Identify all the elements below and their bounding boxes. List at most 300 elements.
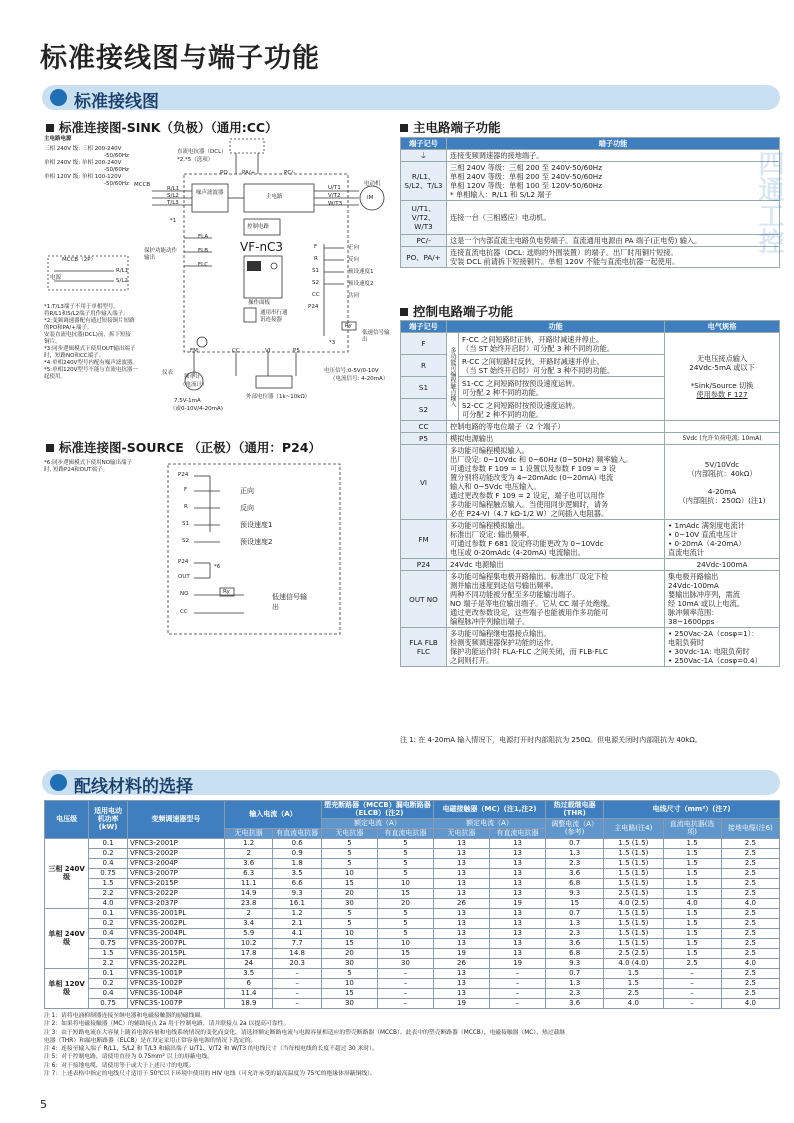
- func-line: 置分别将功能改变为 4~20mAdc (0~20mA) 电流: [450, 473, 614, 482]
- table-cell: 13: [433, 918, 489, 928]
- table-cell: 5: [321, 858, 377, 868]
- column-header: 变频调速器型号: [127, 801, 224, 839]
- table-cell: 0.7: [546, 838, 604, 848]
- ground-icon: [197, 337, 207, 347]
- table-cell: VFNC3S-2001PL: [127, 908, 224, 918]
- mccb-label: MCCB: [134, 182, 151, 188]
- table-cell: 30: [377, 958, 433, 968]
- cell-func: [459, 355, 665, 377]
- column-header: 功能: [447, 321, 665, 333]
- spec-line: 直流电流计: [668, 548, 704, 557]
- table-cell: 4.1: [273, 928, 322, 938]
- voltage-class-cell: 三相 240V 级: [45, 838, 89, 908]
- table-cell: 1.5 (1.5): [604, 938, 663, 948]
- table-cell: 13: [433, 878, 489, 888]
- cell-spec: 24Vdc-100mA: [665, 559, 780, 571]
- square-bullet-icon: [400, 308, 408, 316]
- terminal-w: W/T3: [328, 201, 343, 207]
- func-line: 多功能可编程触点输入。当使用同步逻辑时，请务: [450, 500, 609, 509]
- func-line: 连接直流电抗器（DCL: 选购的外围装置）的端子。出厂时用铜片短接。: [450, 248, 678, 257]
- page-title: 标准接线图与端子功能: [40, 43, 320, 74]
- table-cell: 4.0: [663, 898, 721, 908]
- table-cell: 1.5 (1.5): [604, 838, 663, 848]
- table-cell: 5: [321, 908, 377, 918]
- cell-spec: [665, 333, 780, 421]
- cell-sym: F: [401, 333, 447, 355]
- column-header: 塑壳断路器（MCCB）漏电断路器（ELCB）(注2): [321, 801, 433, 819]
- wiring-material-table: [44, 800, 780, 1009]
- table-cell: 30: [321, 898, 377, 908]
- power-line: -50/60Hz: [104, 167, 129, 173]
- note-line: 的PO和PA/+端子。: [44, 325, 93, 331]
- table-cell: 13: [490, 838, 546, 848]
- dcl-box: [230, 139, 264, 153]
- column-header: 输入电流（A）: [224, 801, 321, 829]
- table-cell: VFNC3S-1002P: [127, 978, 224, 988]
- table-cell: 2.5: [721, 878, 779, 888]
- source-title-text: 标准连接图-SOURCE （正极）（通用：P24）: [59, 440, 321, 455]
- table-row: [45, 938, 780, 948]
- table-cell: 2.1: [273, 918, 322, 928]
- table-cell: 6.8: [546, 948, 604, 958]
- table-cell: 13: [433, 858, 489, 868]
- column-header: 电气规格: [665, 321, 780, 333]
- table-row: [401, 201, 780, 235]
- spec-line: 24Vdc-100mA: [668, 581, 719, 590]
- table-cell: 20: [321, 888, 377, 898]
- src-term-no: NO: [180, 591, 189, 597]
- table-cell: 13: [490, 848, 546, 858]
- control-circuit-label: 控制电路: [247, 224, 270, 230]
- table-cell: 6.6: [273, 878, 322, 888]
- func-line: 安装 DCL 前请拆下短接铜片。单相 120V 不能与直流电抗器一起使用。: [450, 257, 680, 266]
- pot-label: 外部电位器（1k~10kΩ）: [246, 394, 311, 400]
- column-subheader: 无电抗器: [433, 828, 489, 838]
- table-cell: 10: [321, 868, 377, 878]
- table-cell: 1.5 (1.5): [604, 878, 663, 888]
- note-line: 注 3：由于短路电流在大容量上随着电源容量和电线系统情况的变化而变化，请选择额定断路电流与电源容量相适应的塑壳断路器（MCCB）。此表中的塑壳断路器（MCCB）、电磁接触器（MC）、热过载继: [44, 1029, 566, 1036]
- table-cell: 11.4: [224, 988, 272, 998]
- terminal-v: V/T2: [328, 193, 341, 199]
- table-row: [401, 333, 780, 355]
- table-cell: 14.8: [273, 948, 322, 958]
- cell-sym: S1: [401, 377, 447, 399]
- table-row: [401, 445, 780, 520]
- cell-func: 连接一台（三相感应）电动机。: [447, 201, 780, 235]
- table-cell: 13: [433, 868, 489, 878]
- bullet-icon: [50, 89, 67, 106]
- table-cell: 0.4: [89, 988, 128, 998]
- table-cell: 1.5: [604, 978, 663, 988]
- table-cell: 0.75: [89, 938, 128, 948]
- table-row: [45, 968, 780, 978]
- table-cell: 4.0: [721, 958, 779, 968]
- sink-wiring-diagram: [44, 136, 394, 416]
- power-line: 单相 240V 级: 单相 200-240V: [44, 160, 122, 166]
- table-cell: 1.5 (1.5): [604, 928, 663, 938]
- terminal-s1: S1: [312, 268, 319, 274]
- table-cell: –: [377, 968, 433, 978]
- cell-spec: [665, 445, 780, 520]
- table-cell: 13: [433, 988, 489, 998]
- table-cell: 3.6: [224, 858, 272, 868]
- table-cell: 5: [377, 928, 433, 938]
- table-cell: 1.5: [89, 878, 128, 888]
- table-cell: 1.5: [663, 838, 721, 848]
- table-cell: –: [663, 998, 721, 1008]
- column-header: 电线尺寸（mm²）(注7): [604, 801, 780, 819]
- src-label-reverse: 反向: [240, 504, 254, 512]
- table-cell: –: [273, 978, 322, 988]
- table-cell: 1.5 (1.5): [604, 868, 663, 878]
- ground-icon: ⏚: [401, 150, 447, 162]
- spec-line: • 0-20mA（4-20mA）: [668, 539, 746, 548]
- group-label: 多功能可编程触点输入: [447, 333, 459, 421]
- power-line: -50/60Hz: [104, 181, 129, 187]
- table-row: [401, 559, 780, 571]
- note-line: 安装直流电抗器(DCL)前，拆下短接: [44, 332, 131, 338]
- table-cell: VFNC3-2022P: [127, 888, 224, 898]
- spec-line: 脉冲频率范围：: [668, 608, 719, 617]
- table-cell: –: [490, 998, 546, 1008]
- func-line: 多功能可编程模拟输入。: [450, 446, 530, 455]
- table-row: [45, 908, 780, 918]
- table-cell: 13: [433, 938, 489, 948]
- table-cell: 9.3: [546, 958, 604, 968]
- func-line: 三相 240V 等级：三相 200 至 240V-50/60Hz: [450, 163, 602, 172]
- sink-title-text: 标准连接图-SINK（负极）（通用:CC）: [59, 120, 278, 135]
- table-cell: 3.5: [224, 968, 272, 978]
- spec-line: 电阻负荷时: [668, 638, 704, 647]
- table-cell: 6.3: [224, 868, 272, 878]
- table-cell: 5: [377, 868, 433, 878]
- table-cell: 2.5: [721, 848, 779, 858]
- table-cell: 1.3: [546, 848, 604, 858]
- table-cell: 2: [224, 848, 272, 858]
- note-line: *5:单相120V型号不能与直流电抗器一: [44, 367, 138, 373]
- table-row: [45, 848, 780, 858]
- cell-sym: VI: [401, 445, 447, 520]
- voltage-class-cell: 单相 120V 级: [45, 968, 89, 1008]
- terminal-vi: VI: [265, 348, 271, 354]
- low-speed-label: 低速信号输出: [362, 330, 390, 343]
- spec-line: • 30Vdc-1A: 电阻负荷时: [668, 647, 750, 656]
- table-cell: 20.3: [273, 958, 322, 968]
- terminal-flb: FLB: [198, 248, 209, 254]
- cell-sym: CC: [401, 421, 447, 433]
- func-line: * 单相输入：R/L1 和 S/L2 端子: [450, 190, 552, 199]
- table-cell: 13: [433, 978, 489, 988]
- table-cell: 0.1: [89, 838, 128, 848]
- cell-sym: FLA FLB FLC: [401, 628, 447, 667]
- table-cell: 10.2: [224, 938, 272, 948]
- table-cell: 1.5: [89, 948, 128, 958]
- column-header: 端子功能: [447, 138, 780, 150]
- table-row: [45, 958, 780, 968]
- src-label-speed1: 预设速度1: [240, 521, 273, 529]
- table-cell: –: [377, 998, 433, 1008]
- column-header: 电磁接触器（MC）(注1,注2): [433, 801, 545, 819]
- label-speed1: 预设速度1: [348, 269, 374, 275]
- table-row: [401, 247, 780, 268]
- table-row: [401, 433, 780, 445]
- table-cell: 5: [377, 858, 433, 868]
- table-cell: 3.5: [273, 868, 322, 878]
- src-relay-label: Ry: [223, 589, 230, 595]
- table-cell: 13: [433, 928, 489, 938]
- table-cell: 1.5: [663, 938, 721, 948]
- square-bullet-icon: [46, 444, 54, 452]
- table-cell: 13: [490, 918, 546, 928]
- table-cell: 3.6: [546, 938, 604, 948]
- table-cell: 15: [321, 878, 377, 888]
- mccb2p-power: 电源: [50, 275, 62, 281]
- table-cell: 4.0 (2.5): [604, 898, 663, 908]
- table-cell: 9.3: [273, 888, 322, 898]
- cell-sym: R: [401, 355, 447, 377]
- table-cell: –: [490, 978, 546, 988]
- table-row: [45, 858, 780, 868]
- table-cell: 16.1: [273, 898, 322, 908]
- spec-line: 24Vdc-5mA 或以下: [689, 363, 755, 372]
- cell-sym: P24: [401, 559, 447, 571]
- table-cell: –: [377, 988, 433, 998]
- column-subheader: 直流电抗器(选项): [663, 818, 721, 838]
- table-cell: 26: [433, 898, 489, 908]
- table-cell: 2.3: [546, 988, 604, 998]
- mccb2p-label: MCCB（2P）: [62, 257, 97, 263]
- spec-line: • 1mAdc 满刻度电流计: [668, 521, 745, 530]
- table-row: [45, 878, 780, 888]
- table-cell: 1.5: [663, 878, 721, 888]
- note-line: *2:变频调速器配有通过短接铜片短路: [44, 318, 135, 324]
- column-subheader: 无电抗器: [321, 828, 377, 838]
- func-line: 单相 240V 等级：单相 200 至 240V-50/60Hz: [450, 172, 602, 181]
- column-subheader: 无电抗器: [224, 828, 272, 838]
- table-cell: 1.5: [663, 858, 721, 868]
- watermark: 四通工控: [754, 150, 784, 254]
- table-cell: 13: [490, 858, 546, 868]
- terminal-f: F: [314, 244, 318, 250]
- sink-notes: [44, 304, 140, 381]
- table-cell: 0.1: [89, 968, 128, 978]
- cell-func: 控制电路的等电位端子（2 个端子）: [447, 421, 665, 433]
- terminal-s2: S2: [312, 280, 319, 286]
- noise-filter-label: 噪声滤波器: [196, 190, 224, 196]
- table-row: [45, 948, 780, 958]
- section-banner-wiring-material: [42, 770, 780, 795]
- table-cell: 1.5: [663, 888, 721, 898]
- terminal-t: T/L3: [167, 200, 179, 206]
- cell-func: 模拟电源输出: [447, 433, 665, 445]
- note-line: 电器（THR）和漏电断路器（ELCB）是在设定采用正常容量电源的情况下选定的。: [44, 1037, 257, 1044]
- meter-label: 仪表: [162, 370, 174, 376]
- page-number: 5: [40, 1098, 47, 1111]
- table-cell: 15: [377, 948, 433, 958]
- func-line: 出厂设定: 0~10Vdc 和 0~60Hz (0~50Hz) 频率输入。: [450, 455, 633, 464]
- meter-spec-alt: （或0-10V/4-20mA): [170, 406, 223, 412]
- terminal-cc: CC: [312, 292, 320, 298]
- table-cell: 13: [490, 928, 546, 938]
- func-line: 可通过参数 F 109 = 1 设置以及参数 F 109 = 3 设: [450, 464, 616, 473]
- func-line: 可分配 2 种不同的功能。: [462, 387, 544, 397]
- label-speed2: 预设速度2: [348, 281, 374, 287]
- func-line: R-CC 之间短路时反转，开路时减速并停止。: [462, 356, 604, 366]
- table-cell: VFNC3-2004P: [127, 858, 224, 868]
- note-line: *1:T/L3端子不用于单相型号。: [44, 304, 119, 310]
- table-cell: 13: [433, 838, 489, 848]
- square-bullet-icon: [46, 124, 54, 132]
- table-row: [401, 150, 780, 162]
- section-title: 标准接线图: [74, 92, 159, 112]
- src-low-speed-label: 低速信号输出: [272, 593, 307, 611]
- func-line: NO 端子是等电位输出端子。它从 CC 端子处绝缘。: [450, 599, 615, 608]
- column-subheader: 有直流电抗器: [377, 828, 433, 838]
- table-cell: VFNC3S-2015PL: [127, 948, 224, 958]
- table-cell: 4.0: [604, 998, 663, 1008]
- table-cell: 13: [433, 968, 489, 978]
- control-circuit-table: [400, 320, 780, 667]
- src-label-speed2: 预设速度2: [240, 538, 273, 546]
- column-subheader: 额定电流（A）: [321, 818, 433, 828]
- table-cell: VFNC3S-1001P: [127, 968, 224, 978]
- table-cell: 5: [321, 838, 377, 848]
- cell-func: 连接变频调速器的接地端子。: [447, 150, 780, 162]
- table-cell: 1.5: [663, 868, 721, 878]
- table-cell: VFNC3-2001P: [127, 838, 224, 848]
- table-cell: 19: [490, 898, 546, 908]
- panel-dial: [271, 263, 277, 269]
- table-cell: 13: [433, 908, 489, 918]
- src-term-s2: S2: [182, 538, 189, 544]
- table-cell: 15: [321, 988, 377, 998]
- cell-func: 这是一个内部直流主电路负电势端子。直流通用电源由 PA 端子(正电势) 输入。: [447, 235, 780, 247]
- cell-sym: PO、PA/+: [401, 247, 447, 268]
- note-line: 铜片。: [44, 339, 61, 345]
- table-cell: 0.7: [546, 968, 604, 978]
- note-line: 注 2：如果将电磁接触器（MC）的辅助接点 2a 用于控制电路，请并联接点 2a 以提高可靠性。: [44, 1021, 290, 1028]
- table-cell: 2.5 (2.5): [604, 948, 663, 958]
- table-cell: 10: [377, 878, 433, 888]
- cell-func: 24Vdc 电源输出: [447, 559, 665, 571]
- cell-spec: 5Vdc (允许负荷电流: 10mA): [665, 433, 780, 445]
- column-subheader: 有直流电抗器: [490, 828, 546, 838]
- table-row: [401, 162, 780, 201]
- table-cell: 2.5: [721, 838, 779, 848]
- spec-line: 5V/10Vdc: [704, 459, 740, 469]
- table-row: [45, 838, 780, 848]
- table-cell: 5: [321, 918, 377, 928]
- table-cell: 7.7: [273, 938, 322, 948]
- table-cell: 6: [224, 978, 272, 988]
- bullet-icon: [50, 774, 67, 791]
- table-cell: 1.8: [273, 858, 322, 868]
- func-line: 两种不同功能被分配至多功能输出端子。: [450, 590, 580, 599]
- src-term-p24: P24: [178, 472, 189, 478]
- mccb2p-l2: S/L2: [116, 278, 128, 284]
- spec-line: 38~1600pps: [668, 617, 715, 626]
- note-line: 注 5：对于控制电路，请使用直径为 0.75mm² 以上的屏蔽电线。: [44, 1054, 214, 1061]
- cell-func: [459, 399, 665, 421]
- table-cell: 13: [490, 938, 546, 948]
- column-header: 端子记号: [401, 138, 447, 150]
- current-signal-label: （电流信号: 4-20mA）: [330, 376, 389, 382]
- func-line: 单相 120V 等级：单相 100 至 120V-50/60Hz: [450, 181, 602, 190]
- table-cell: 6.8: [546, 878, 604, 888]
- column-header: 端子记号: [401, 321, 447, 333]
- table-cell: 30: [321, 998, 377, 1008]
- table-cell: 3.4: [224, 918, 272, 928]
- table-cell: –: [273, 968, 322, 978]
- table-row: [45, 998, 780, 1008]
- table-cell: 2.5: [721, 868, 779, 878]
- table-cell: VFNC3S-2007PL: [127, 938, 224, 948]
- cell-func: [447, 628, 665, 667]
- table-cell: 20: [321, 948, 377, 958]
- cell-func: [447, 247, 780, 268]
- sink-diagram-title: [46, 118, 278, 136]
- table-cell: 0.6: [273, 838, 322, 848]
- protect-output-label: 保护功能动作输出: [144, 248, 178, 261]
- table-cell: 2.5: [721, 938, 779, 948]
- column-header: 热过载继电器(THR): [546, 801, 604, 819]
- table-cell: 13: [490, 948, 546, 958]
- table-cell: 13: [490, 878, 546, 888]
- table-row: [45, 888, 780, 898]
- table-cell: 19: [433, 948, 489, 958]
- table-cell: VFNC3S-2002PL: [127, 918, 224, 928]
- func-line: 通过更改参数 F 109 = 2 设定，端子也可以用作: [450, 491, 605, 500]
- spec-line: *Sink/Source 切换: [690, 381, 754, 390]
- func-line: 标准出厂设定: 输出频率。: [450, 530, 534, 539]
- table-cell: 3.6: [546, 868, 604, 878]
- relay-label: Ry: [345, 323, 352, 329]
- note-line: 注 6：对于接地电缆，请使用等于或大于上述尺寸的电缆。: [44, 1062, 195, 1069]
- cell-spec: [665, 520, 780, 559]
- func-line: 多功能可编程集电极开路输出。标准出厂设定下检: [450, 572, 609, 581]
- terminal-r: R/L1: [167, 186, 180, 192]
- table-cell: 4.0: [721, 898, 779, 908]
- spec-line: • 0~10V 直流电压计: [668, 530, 738, 539]
- cell-func: [447, 520, 665, 559]
- terminal-pa: PA/+: [242, 170, 256, 176]
- spec-line: • 250Vac-1A（cosφ=0.4）: [668, 656, 762, 665]
- terminal-fm: FM: [190, 348, 198, 354]
- func-line: 电压或 0-20mAdc (4-20mA) 电流输出。: [450, 548, 585, 557]
- table-cell: 2.5: [721, 978, 779, 988]
- dcl-label: 直流电抗器（DCL）: [177, 149, 227, 155]
- table-cell: 1.3: [546, 978, 604, 988]
- src-term-s1: S1: [182, 521, 189, 527]
- source-frame: [168, 464, 340, 634]
- cell-spec: [665, 571, 780, 628]
- note-line: 将R/L1和S/L2端子用作输入端子。: [44, 311, 129, 317]
- note-line: *6:同步逻辑模式下使用NO输出端子: [44, 460, 133, 466]
- func-line: 保护功能运作时 FLA-FLC 之间关闭，而 FLB-FLC: [450, 647, 608, 656]
- cell-func: [447, 445, 665, 520]
- table-cell: 1.3: [546, 918, 604, 928]
- wire-table-body: [45, 838, 780, 1008]
- spec-line: 集电极开路输出: [668, 572, 719, 581]
- source-wiring-diagram: [44, 460, 384, 636]
- table-cell: VFNC3-2015P: [127, 878, 224, 888]
- table-cell: 2.5: [663, 958, 721, 968]
- table-row: [45, 898, 780, 908]
- table-cell: 2.2: [89, 958, 128, 968]
- src-term-out: OUT: [178, 574, 190, 580]
- spec-line: 要输出脉冲序列，需流: [668, 590, 740, 599]
- table-cell: 5: [377, 908, 433, 918]
